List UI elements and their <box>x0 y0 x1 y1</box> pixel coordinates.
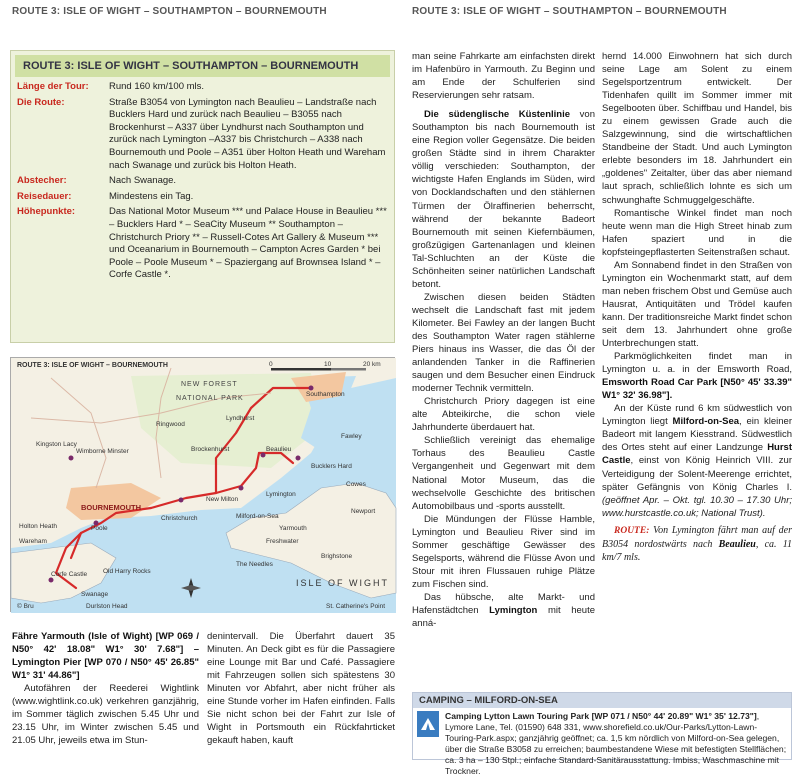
text-run: An der Küste rund 6 km südwestlich von Lymington liegt <box>602 403 792 428</box>
map-label-isle-of-wight: ISLE OF WIGHT <box>296 578 390 588</box>
paragraph <box>602 350 792 402</box>
info-value: Straße B3054 von Lymington nach Beaulieu – Landstraße nach Bucklers Hard und zurück nach Beaulieu – B3055 nach Brockenhurst – A337 über Lyndhurst nach Southampton und zurück nach Lymington –A337 bis Christchurch – A338 nach Bournemouth und Poole – A351 über Holton Heath und Wareham nach Swanage und zurück bis Holton Heath. <box>109 96 386 171</box>
map-label-swanage: Swanage <box>81 591 109 598</box>
bold-run: Hurst Castle <box>602 442 792 467</box>
map-label-brighstone: Brighstone <box>321 553 353 560</box>
paragraph: hernd 14.000 Einwohnern hat sich durch seine Lage am Solent zu einem Segelsportzentrum entwickelt. Der Tidenhafen quillt im Sommer immer mit Segelbooten über. Schiffbau und Handel, bis zu einem gewissen Grade auch die Salzgewinnung, sind die wirtschaftlichen Standbeine der Stadt. Und auch Lymington erlebte besonders im 18. Jahrhundert ein „goldenes" Zeitalter, über das aber niemand laut sprach, schließlich lohnte es sich um schwunghafte Schmuggelgeschäfte. <box>602 51 792 206</box>
info-row-duration <box>11 191 394 204</box>
text-column-3 <box>602 50 792 564</box>
paragraph: Romantische Winkel findet man noch heute wenn man die High Street hinab zum Hafen spaziert und in die kopfsteingepflasterten Seitenstraßen schaut. <box>602 207 792 258</box>
info-value: Rund 160 km/100 mls. <box>109 81 205 92</box>
info-label: Höhepunkte: <box>17 206 76 218</box>
map-label-copyright: © Bru <box>17 603 34 610</box>
map-label-beaulieu: Beaulieu <box>266 446 292 453</box>
scale-label-20: 20 km <box>363 361 381 368</box>
paragraph: man seine Fahrkarte am einfachsten direkt im Hafenbüro in Yarmouth. Zu Beginn und am Ende der Schulferien sind Reservierungen sehr ratsam. <box>412 51 595 102</box>
info-label: Die Route: <box>17 96 65 108</box>
running-head-right: ROUTE 3: ISLE OF WIGHT – SOUTHAMPTON – BOURNEMOUTH <box>412 6 727 17</box>
camping-name: Camping Lytton Lawn Touring Park [WP 071 / N50° 44' 20.89" W1° 35' 12.73"] <box>445 711 757 721</box>
info-row-length <box>11 81 394 94</box>
map-graphic <box>11 358 396 613</box>
map-label-new-milton: New Milton <box>206 496 239 503</box>
camping-header: CAMPING – MILFORD-ON-SEA <box>413 693 791 708</box>
camping-box <box>412 692 792 776</box>
paragraph: Die Mündungen der Flüsse Hamble, Lymington und Beaulieu River sind im Sommer geschäftige Gewässer des Segelsports, während die Flüsse Avon und Stour mit ihren Flussauen ruhige Plätze zum Fischen sind. <box>412 513 595 590</box>
info-label: Länge der Tour: <box>17 81 89 92</box>
map-label-southampton: Southampton <box>306 391 345 398</box>
map-label-holton-heath: Holton Heath <box>19 523 57 530</box>
camping-text <box>445 711 787 777</box>
map-label-bournemouth: BOURNEMOUTH <box>81 503 141 512</box>
camping-details: , Lymore Lane, Tel. (01590) 648 331, www.shorefield.co.uk/Our-Parks/Lytton-Lawn-Touring-Park.aspx; ganzjährig geöffnet; ca. 1,5 km nördlich von Milford-on-Sea gelegen, über die Straße B3058 zu erreichen; baumbestandene Wiese mit befestigten Stellflächen; ca. 3 ha – 130 Stpl.; einfache Standard-Sanitärausstattung. Imbiss, Waschmaschine mit Trockner. <box>445 711 787 776</box>
route-map <box>10 357 395 612</box>
map-label-new-forest: NEW FOREST <box>181 381 238 388</box>
text-run: mit heute anná- <box>412 604 596 630</box>
scale-label-10: 10 <box>324 361 332 368</box>
map-label-wareham: Wareham <box>19 538 47 545</box>
ferry-heading: Fähre Yarmouth (Isle of Wight) [WP 069 / N50° 42' 18.08" W1° 30' 7.68"] – Lymington Pier [WP 070 / N50° 45' 26.85" W1° 31' 44.86"] <box>12 631 199 682</box>
route-label: ROUTE: <box>614 525 650 536</box>
map-label-lymington: Lymington <box>266 491 296 498</box>
map-label-corfe: Corfe Castle <box>51 571 88 578</box>
map-label-freshwater: Freshwater <box>266 538 299 545</box>
paragraph: Zwischen diesen beiden Städten wechselt die Landschaft fast mit jedem Kilometer. Bei Fawley an der langen Bucht des Southampton Water ragen stählerne Piers hinaus ins Wasser, die das Öl der anlandenden Tanker in die Raffinerien saugen und dem Besucher einen Eindruck moderner Technik vermitteln. <box>412 291 595 395</box>
text-run: , ein kleiner Badeort mit langem Kiesstrand. Südwestlich des Ortes steht auf einer Landzunge <box>602 416 792 454</box>
scale-label-0: 0 <box>269 361 273 368</box>
bold-run: Lymington <box>489 604 538 616</box>
paragraph: Am Sonnabend findet in den Straßen von Lymington ein Wochenmarkt statt, auf dem man neben frischem Obst und Gemüse auch Hausrat, Antiquitäten und Trödel kaufen kann. Der traditionsreiche Markt findet schon seit dem 13. Jahrhundert ohne große Unterbrechungen statt. <box>602 259 792 350</box>
ferry-text-continued: denintervall. Die Überfahrt dauert 35 Minuten. An Deck gibt es für die Passagiere eine Lounge mit Bar und Café. Passagiere mit Fahrzeugen sollen sich spätestens 30 Minuten vor Abfahrt, aber nicht früher als eine Stunde vorher im Hafen einfinden. Falls Sie nicht schon bei der Fahrt zur Isle of Wight in Portsmouth ein Rückfahrticket gekauft haben, kauft <box>207 631 395 747</box>
info-row-route <box>11 97 394 173</box>
info-label: Abstecher: <box>17 175 67 187</box>
ferry-text: Autofähren der Reederei Wightlink (www.wightlink.co.uk) verkehren ganzjährig, im Sommer täglich zwischen 5.45 Uhr und 23.15 Uhr, im Winter zwischen 5.45 und 21.05 Uhr, jeweils etwa im Stun- <box>12 683 199 747</box>
map-label-newport: Newport <box>351 508 376 515</box>
map-label-wimborne: Wimborne Minster <box>76 448 129 455</box>
info-value: Nach Swanage. <box>109 175 177 187</box>
map-label-bucklers-hard: Bucklers Hard <box>311 463 352 470</box>
text-column-2 <box>412 50 595 630</box>
italic-run: (geöffnet Apr. – Okt. tgl. 10.30 – 17.30 Uhr; www.hurstcastle.co.uk; National Trust). <box>602 494 792 519</box>
map-label-national-park: NATIONAL PARK <box>176 395 244 402</box>
paragraph: Christchurch Priory dagegen ist eine alte Abteikirche, die schon viele Jahrhunderte überdauert hat. <box>412 396 595 434</box>
tent-icon <box>417 711 439 737</box>
map-label-ringwood: Ringwood <box>156 421 185 428</box>
map-label-yarmouth: Yarmouth <box>279 525 307 532</box>
text-run: Von Lymington fährt man auf der B3054 nordostwärts nach <box>602 524 792 550</box>
paragraph: Schließlich vereinigt das ehemalige Torhaus des Beaulieu Castle Vergangenheit und Gegenwart mit dem National Motor Museum, das die wechselvolle Geschichte des britischen Automobilbaus und -sports ausstellt. <box>412 435 595 512</box>
info-label: Reisedauer: <box>17 190 72 202</box>
paragraph <box>412 591 595 630</box>
bold-run: Die südenglische Küstenlinie <box>424 109 571 121</box>
info-row-highlights <box>11 206 394 282</box>
text-run: , einst von König Heinrich VIII. zur Verteidigung der Solent-Meerenge errichtet, später Gefängnis von König Charles I. <box>602 455 792 493</box>
map-label-kingston-lacy: Kingston Lacy <box>36 441 77 448</box>
route-note <box>602 524 792 564</box>
bold-run: Emsworth Road Car Park [N50° 45' 33.39" W1° 32' 36.98"]. <box>602 377 792 402</box>
ferry-info-continued <box>207 630 395 747</box>
text-run: Parkmöglichkeiten findet man in Lymington u. a. in der Emsworth Road, <box>602 351 792 376</box>
ferry-info-column <box>12 630 199 747</box>
info-row-detour <box>11 175 394 188</box>
map-title: ROUTE 3: ISLE OF WIGHT – BOURNEMOUTH <box>17 362 168 369</box>
text-run: von Southampton bis nach Bournemouth ist eine Region voller Gegensätze. Die beiden großen Städte sind in ihrem Charakter völlig verschieden: Southampton, der wichtigste Hafen Englands im Süden, wird von Docklandschaften und den stählernen Türmen der Ölraffinerien beherrscht, während der bekannte Badeort Bournemouth mit seinen Kiefernbäumen, großzügigen Gartenanlagen und kleinen Tal-Schluchten an der Küste die Schönheiten seiner natürlichen Landschaft betont. <box>412 109 595 290</box>
bold-run: Beaulieu <box>718 538 756 550</box>
map-label-durlston: Durlston Head <box>86 603 128 610</box>
bold-run: Milford-on-Sea <box>672 416 740 428</box>
map-label-needles: The Needles <box>236 561 273 568</box>
map-label-lyndhurst: Lyndhurst <box>226 415 255 422</box>
map-label-st-catherines: St. Catherine's Point <box>326 603 386 610</box>
route-info-box <box>10 50 395 343</box>
map-label-brockenhurst: Brockenhurst <box>191 446 230 453</box>
running-head-left: ROUTE 3: ISLE OF WIGHT – SOUTHAMPTON – BOURNEMOUTH <box>12 6 327 17</box>
paragraph <box>602 402 792 519</box>
map-label-poole: Poole <box>91 525 108 532</box>
info-value: Das National Motor Museum *** und Palace House in Beaulieu *** – Bucklers Hard * – SeaCity Museum ** Southampton – Christchurch Priory ** – Russell-Cotes Art Gallery & Museum *** und Oceanarium in Bournemouth – Campton Acres Garden * bei Poole – Poole Museum * – Spaziergang auf Brownsea Island * – Corfe Castle *. <box>109 206 387 281</box>
map-label-cowes: Cowes <box>346 481 366 488</box>
map-label-milford: Milford-on-Sea <box>236 513 279 520</box>
text-run: Das hübsche, alte Markt- und Hafenstädtchen <box>412 591 595 616</box>
info-value: Mindestens ein Tag. <box>109 190 194 202</box>
map-label-fawley: Fawley <box>341 433 362 440</box>
route-box-title: ROUTE 3: ISLE OF WIGHT – SOUTHAMPTON – BOURNEMOUTH <box>15 55 390 77</box>
map-label-old-harry: Old Harry Rocks <box>103 568 151 575</box>
map-label-christchurch: Christchurch <box>161 515 198 522</box>
text-run: , ca. 11 km/7 mls. <box>602 538 792 563</box>
paragraph <box>412 108 595 291</box>
